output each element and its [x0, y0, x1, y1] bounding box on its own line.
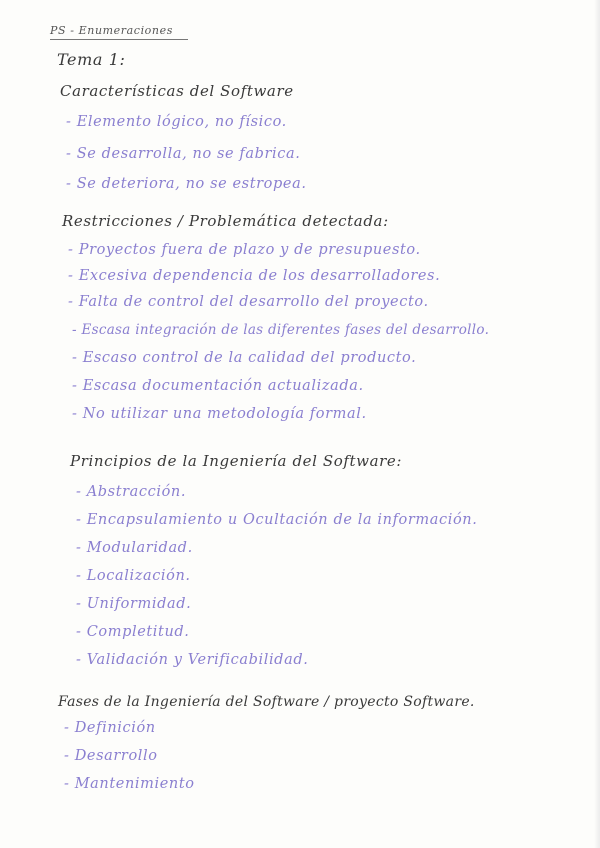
page-header: PS - Enumeraciones [50, 24, 173, 37]
section-title-principios: Principios de la Ingeniería del Software: [70, 452, 403, 470]
list-item: - Abstracción. [76, 484, 187, 500]
list-item: - Se deteriora, no se estropea. [66, 176, 307, 192]
page-edge-shadow [594, 0, 600, 848]
header-underline [50, 39, 188, 40]
list-item: - Completitud. [76, 624, 190, 640]
list-item: - No utilizar una metodología formal. [72, 406, 367, 422]
section-title-caracteristicas: Características del Software [60, 82, 294, 100]
list-item: - Escasa integración de las diferentes fases del desarrollo. [72, 322, 490, 338]
section-title-restricciones: Restricciones / Problemática detectada: [62, 212, 389, 230]
list-item: - Desarrollo [64, 748, 158, 764]
list-item: - Modularidad. [76, 540, 193, 556]
list-item: - Falta de control del desarrollo del proyecto. [68, 294, 429, 310]
list-item: - Uniformidad. [76, 596, 192, 612]
list-item: - Definición [64, 720, 156, 736]
list-item: - Localización. [76, 568, 191, 584]
list-item: - Escasa documentación actualizada. [72, 378, 364, 394]
list-item: - Proyectos fuera de plazo y de presupuesto. [68, 242, 421, 258]
list-item: - Excesiva dependencia de los desarrolladores. [68, 268, 441, 284]
topic-title: Tema 1: [57, 50, 126, 69]
list-item: - Se desarrolla, no se fabrica. [66, 146, 301, 162]
list-item: - Mantenimiento [64, 776, 195, 792]
list-item: - Validación y Verificabilidad. [76, 652, 309, 668]
section-title-fases: Fases de la Ingeniería del Software / proyecto Software. [58, 694, 475, 710]
list-item: - Encapsulamiento u Ocultación de la información. [76, 512, 478, 528]
list-item: - Escaso control de la calidad del producto. [72, 350, 417, 366]
list-item: - Elemento lógico, no físico. [66, 114, 287, 130]
